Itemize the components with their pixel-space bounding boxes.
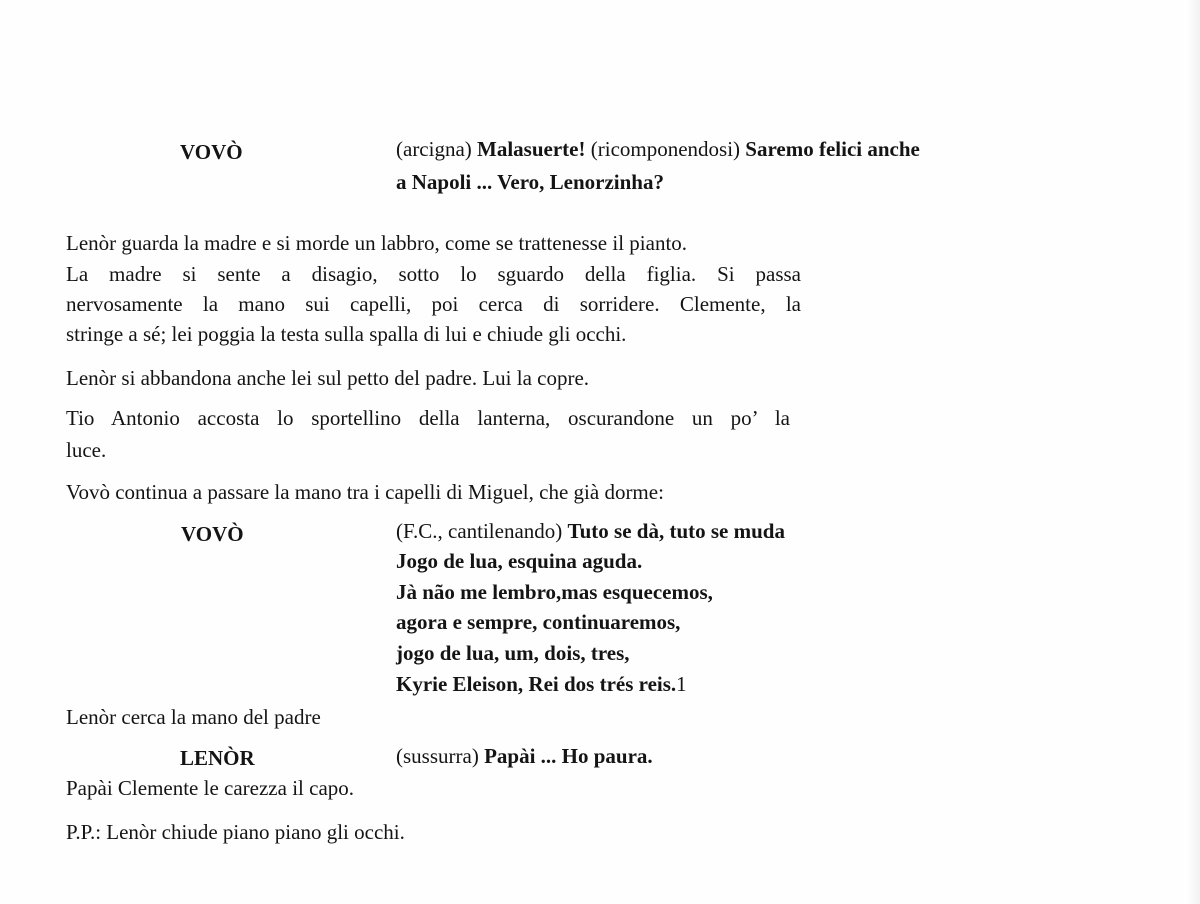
speaker-lenor: LENÒR <box>180 746 255 770</box>
dialogue-text: Papài ... Ho paura. <box>484 744 653 768</box>
stage-direction: (sussurra) <box>396 744 479 768</box>
paragraph-line: Vovò continua a passare la mano tra i capelli di Miguel, che già dorme: <box>66 480 664 504</box>
dialogue-text: Saremo felici anche <box>745 137 920 161</box>
dialogue-line <box>396 744 653 768</box>
speaker-vovo: VOVÒ <box>181 522 244 546</box>
song-line <box>396 519 785 543</box>
song-text: Tuto se dà, tuto se muda <box>567 519 785 543</box>
paragraph-line: P.P.: Lenòr chiude piano piano gli occhi. <box>66 820 405 844</box>
paragraph-line: stringe a sé; lei poggia la testa sulla spalla di lui e chiude gli occhi. <box>66 322 627 346</box>
paragraph-line: Lenòr cerca la mano del padre <box>66 705 321 729</box>
paragraph-line: Lenòr guarda la madre e si morde un labbro, come se trattenesse il pianto. <box>66 231 688 255</box>
paragraph-line: La madre si sente a disagio, sotto lo sguardo della figlia. Si passa <box>66 262 801 286</box>
stage-direction: (arcigna) <box>396 137 472 161</box>
dialogue-text: a Napoli ... Vero, Lenorzinha? <box>396 170 664 194</box>
stage-direction: (ricomponendosi) <box>590 137 741 161</box>
song-line: Jogo de lua, esquina aguda. <box>396 549 643 573</box>
song-line: agora e sempre, continuaremos, <box>396 610 681 634</box>
dialogue-text: Malasuerte! <box>477 137 586 161</box>
song-line <box>396 672 687 696</box>
speaker-vovo: VOVÒ <box>180 140 243 164</box>
stage-direction: (F.C., cantilenando) <box>396 519 563 543</box>
footnote-marker: 1 <box>676 672 687 696</box>
page-edge <box>1186 0 1200 904</box>
song-line: jogo de lua, um, dois, tres, <box>396 641 630 665</box>
dialogue-line <box>396 137 920 161</box>
song-line: Jà não me lembro,mas esquecemos, <box>396 580 713 604</box>
paragraph-line: Tio Antonio accosta lo sportellino della lanterna, oscurandone un po’ la <box>66 406 790 430</box>
paragraph-line: Papài Clemente le carezza il capo. <box>66 776 355 800</box>
paragraph-line: nervosamente la mano sui capelli, poi cerca di sorridere. Clemente, la <box>66 292 801 316</box>
song-text: Kyrie Eleison, Rei dos trés reis. <box>396 672 677 696</box>
paragraph-line: luce. <box>66 438 107 462</box>
paragraph-line: Lenòr si abbandona anche lei sul petto del padre. Lui la copre. <box>66 366 590 390</box>
